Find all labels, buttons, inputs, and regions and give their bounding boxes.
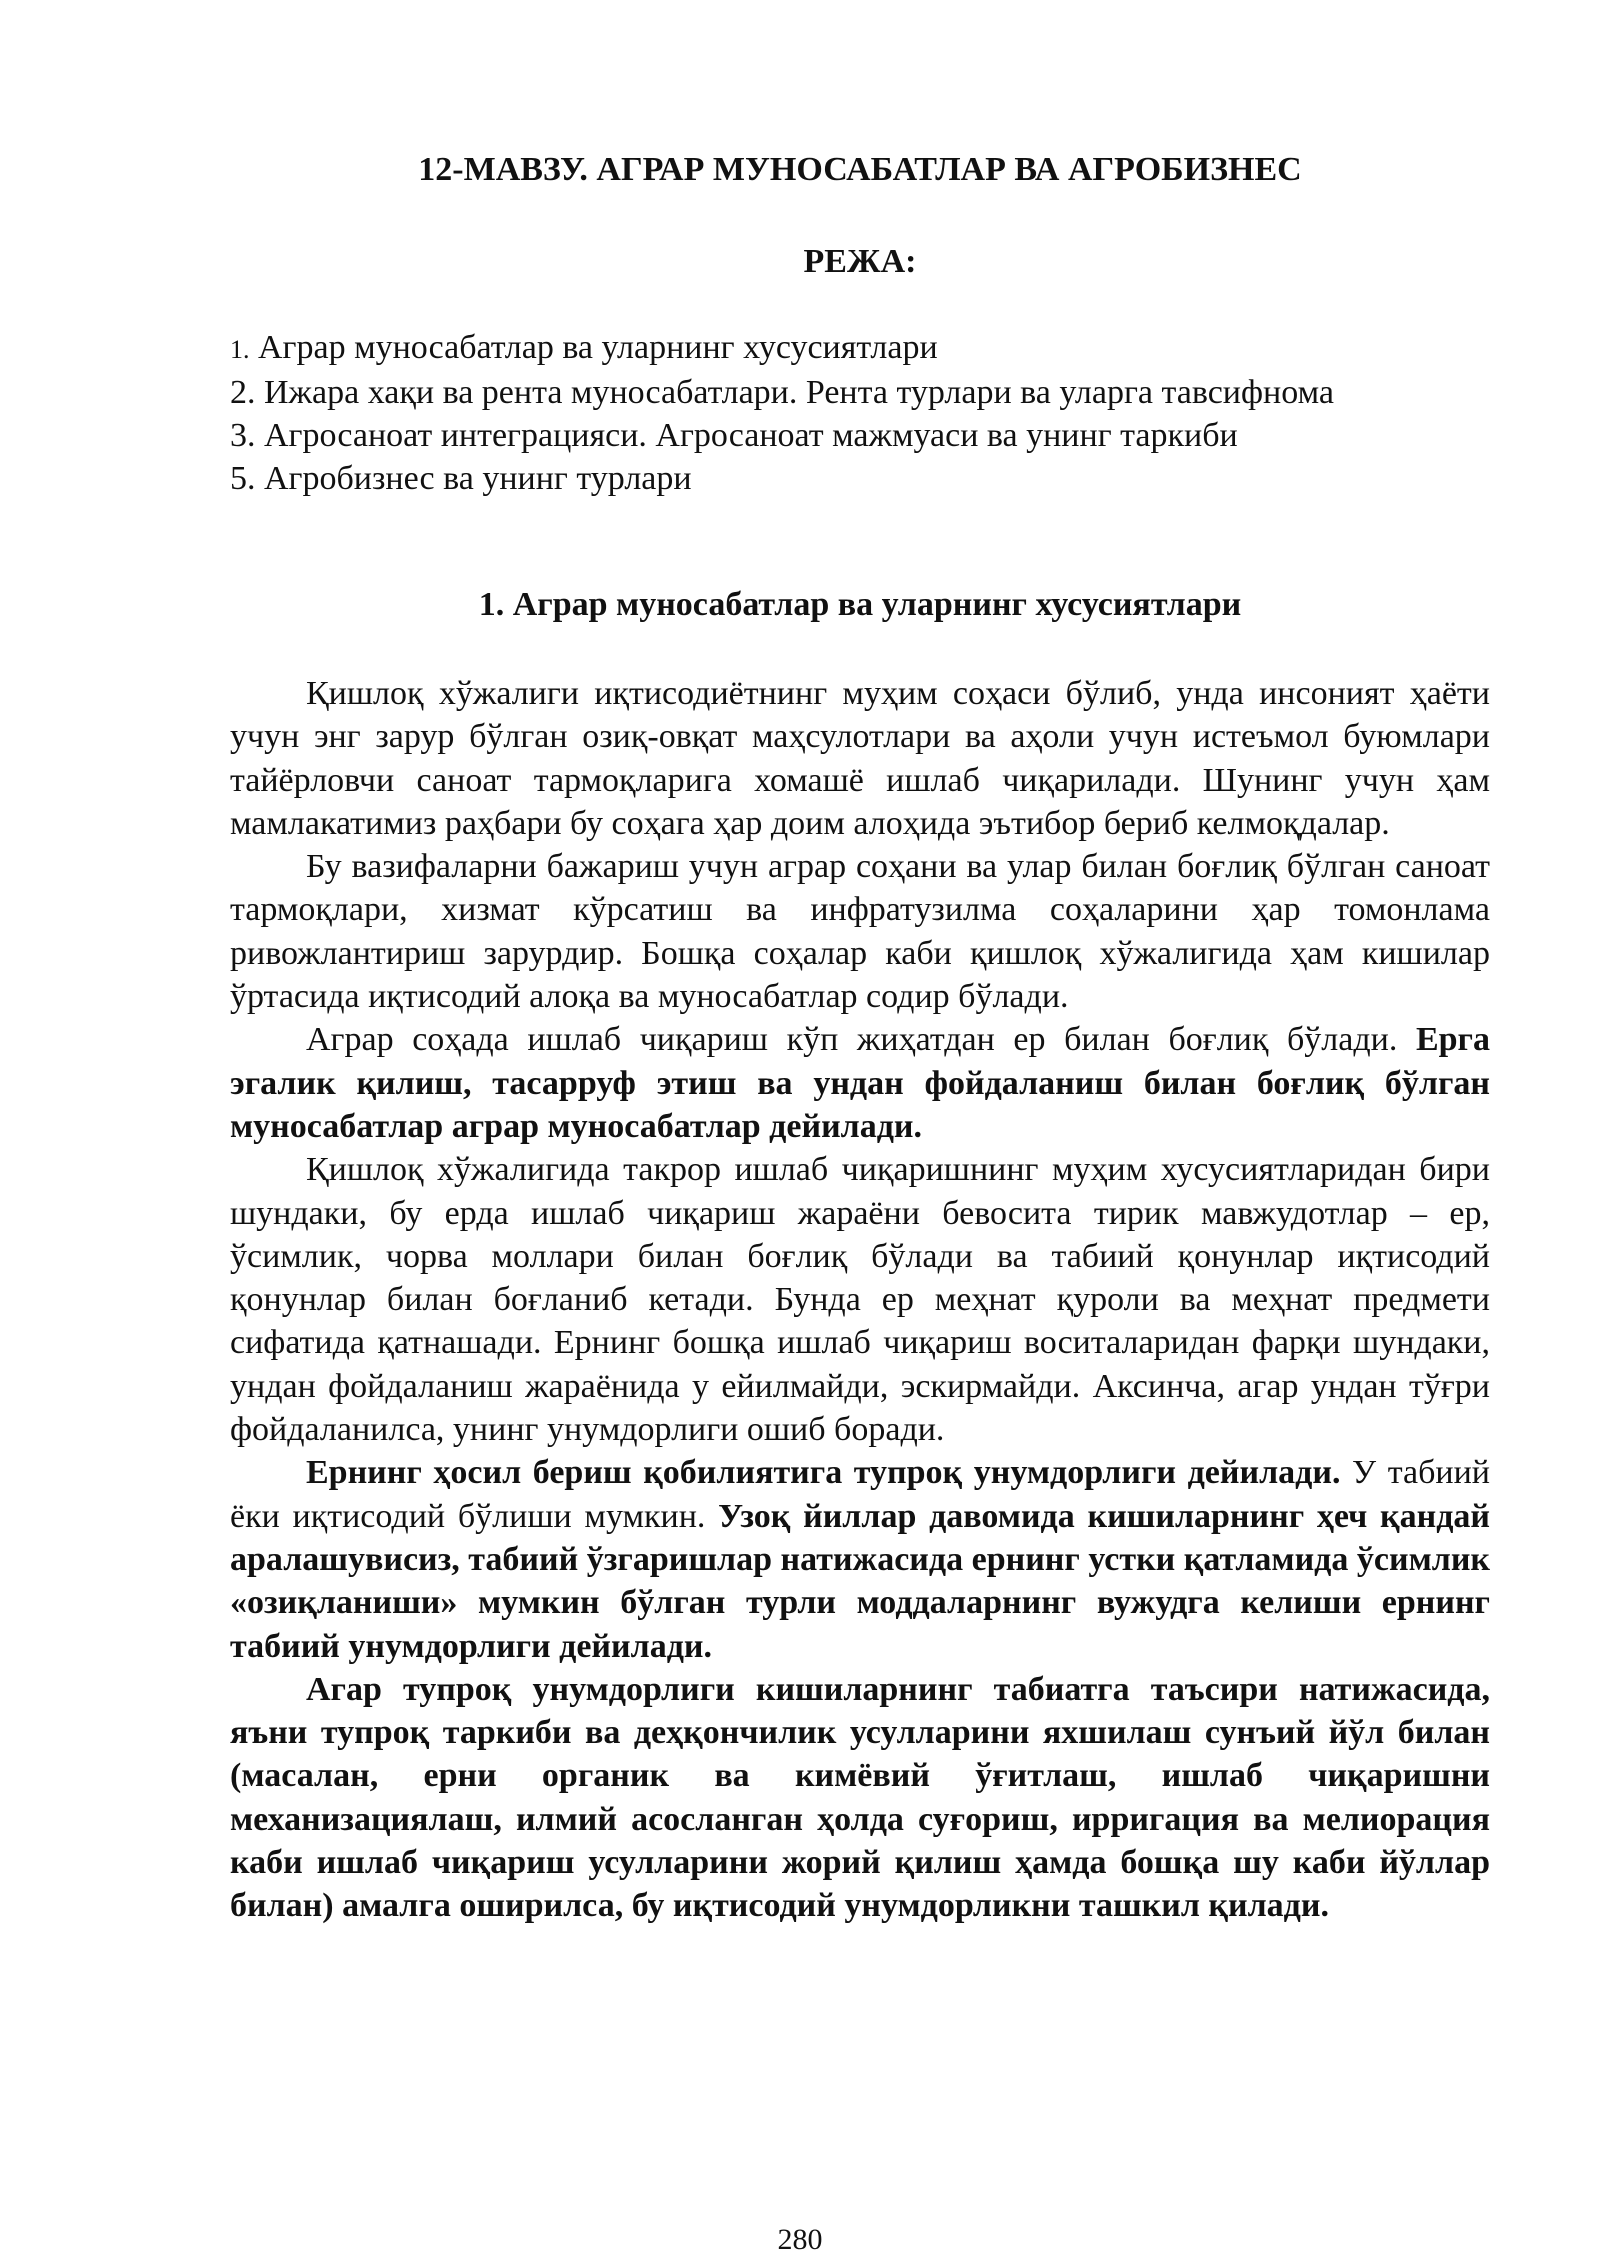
page-title: 12-МАВЗУ. АГРАР МУНОСАБАТЛАР ВА АГРОБИЗНЕС xyxy=(418,151,1302,188)
paragraph-text: Бу вазифаларни бажариш учун аграр соҳани ва улар билан боғлиқ бўлган саноат тармоқлари, хизмат кўрсатиш ва инфратузилма соҳаларини ҳар томонлама ривожлантириш зарурдир. Бошқа соҳалар каби қишлоқ хўжалигида ҳам кишилар ўртасида иқтисодий алоқа ва муносабатлар содир бўлади. xyxy=(230,848,1490,1016)
body-text xyxy=(230,672,1490,1928)
plan-item-text: Ижара хақи ва рента муносабатлари. Рента турлари ва уларга тавсифнома xyxy=(255,374,1334,411)
plan-item xyxy=(230,371,1490,414)
paragraph-text: Қишлоқ хўжалиги иқтисодиётнинг муҳим соҳаси бўлиб, унда инсоният ҳаёти учун энг зарур бўлган озиқ-овқат маҳсулотлари ва аҳоли учун истеъмол буюмлари тайёрловчи саноат тармоқларига хомашё ишлаб чиқарилади. Шунинг учун ҳам мамлакатимиз раҳбари бу соҳага ҳар доим алоҳида эътибор бериб келмоқдалар. xyxy=(230,675,1490,842)
plan-item-number: 3. xyxy=(230,417,256,454)
paragraph xyxy=(230,1148,1490,1451)
paragraph xyxy=(230,1668,1490,1928)
definition-text: Ернинг ҳосил бериш қобилиятига тупроқ унумдорлиги дейилади. xyxy=(306,1454,1341,1492)
paragraph-text: У табиий ёки иқтисодий бўлиши мумкин. xyxy=(230,1454,1490,1535)
paragraph xyxy=(230,672,1490,845)
plan-item-number: 1. xyxy=(230,335,250,364)
plan-item-text: Агросаноат интеграцияси. Агросаноат мажмуаси ва унинг таркиби xyxy=(255,417,1238,454)
plan-item xyxy=(230,414,1490,457)
plan-item-text: Аграр муносабатлар ва уларнинг хусусиятлари xyxy=(249,329,938,366)
definition-text: Ерга эгалик қилиш, тасарруф этиш ва ундан фойдаланиш билан боғлиқ бўлган муносабатлар аграр муносабатлар дейилади. xyxy=(230,1021,1490,1145)
paragraph xyxy=(230,1451,1490,1667)
plan-list xyxy=(230,326,1490,500)
page-number: 280 xyxy=(777,2223,823,2256)
plan-item-text: Агробизнес ва унинг турлари xyxy=(255,460,692,497)
definition-text: Агар тупроқ унумдорлиги кишиларнинг табиатга таъсири натижасида, яъни тупроқ таркиби ва деҳқончилик усулларини яхшилаш сунъий йўл билан (масалан, ерни органик ва кимёвий ўғитлаш, ишлаб чиқаришни механизациялаш, илмий асосланган ҳолда суғориш, ирригация ва мелиорация каби ишлаб чиқариш усулларини жорий қилиш ҳамда бошқа шу каби йўллар билан) амалга оширилса, бу иқтисодий унумдорликни ташкил қилади. xyxy=(230,1670,1490,1925)
paragraph xyxy=(230,1018,1490,1148)
paragraph-text: Аграр соҳада ишлаб чиқариш кўп жиҳатдан ер билан боғлиқ бўлади. xyxy=(306,1021,1416,1059)
plan-item-number: 5. xyxy=(230,460,256,497)
plan-item-number: 2. xyxy=(230,374,256,411)
section-heading: 1. Аграр муносабатлар ва уларнинг хусусиятлари xyxy=(478,586,1242,623)
paragraph xyxy=(230,845,1490,1018)
plan-item xyxy=(230,326,1490,371)
plan-heading: РЕЖА: xyxy=(803,243,917,280)
paragraph-text: Қишлоқ хўжалигида такрор ишлаб чиқаришнинг муҳим хусусиятларидан бири шундаки, бу ерда ишлаб чиқариш жараёни бевосита тирик мавжудотлар – ер, ўсимлик, чорва моллари билан боғлиқ бўлади ва табиий қонунлар иқтисодий қонунлар билан боғланиб кетади. Бунда ер меҳнат қуроли ва меҳнат предмети сифатида қатнашади. Ернинг бошқа ишлаб чиқариш воситаларидан фарқи шундаки, ундан фойдаланиш жараёнида у ейилмайди, эскирмайди. Аксинча, агар ундан тўғри фойдаланилса, унинг унумдорлиги ошиб боради. xyxy=(230,1151,1490,1449)
plan-item xyxy=(230,457,1490,500)
definition-text: Узоқ йиллар давомида кишиларнинг ҳеч қандай аралашувисиз, табиий ўзгаришлар натижасида ернинг устки қатламида ўсимлик «озиқланиши» мумкин бўлган турли моддаларнинг вужудга келиши ернинг табиий унумдорлиги дейилади. xyxy=(230,1497,1491,1665)
